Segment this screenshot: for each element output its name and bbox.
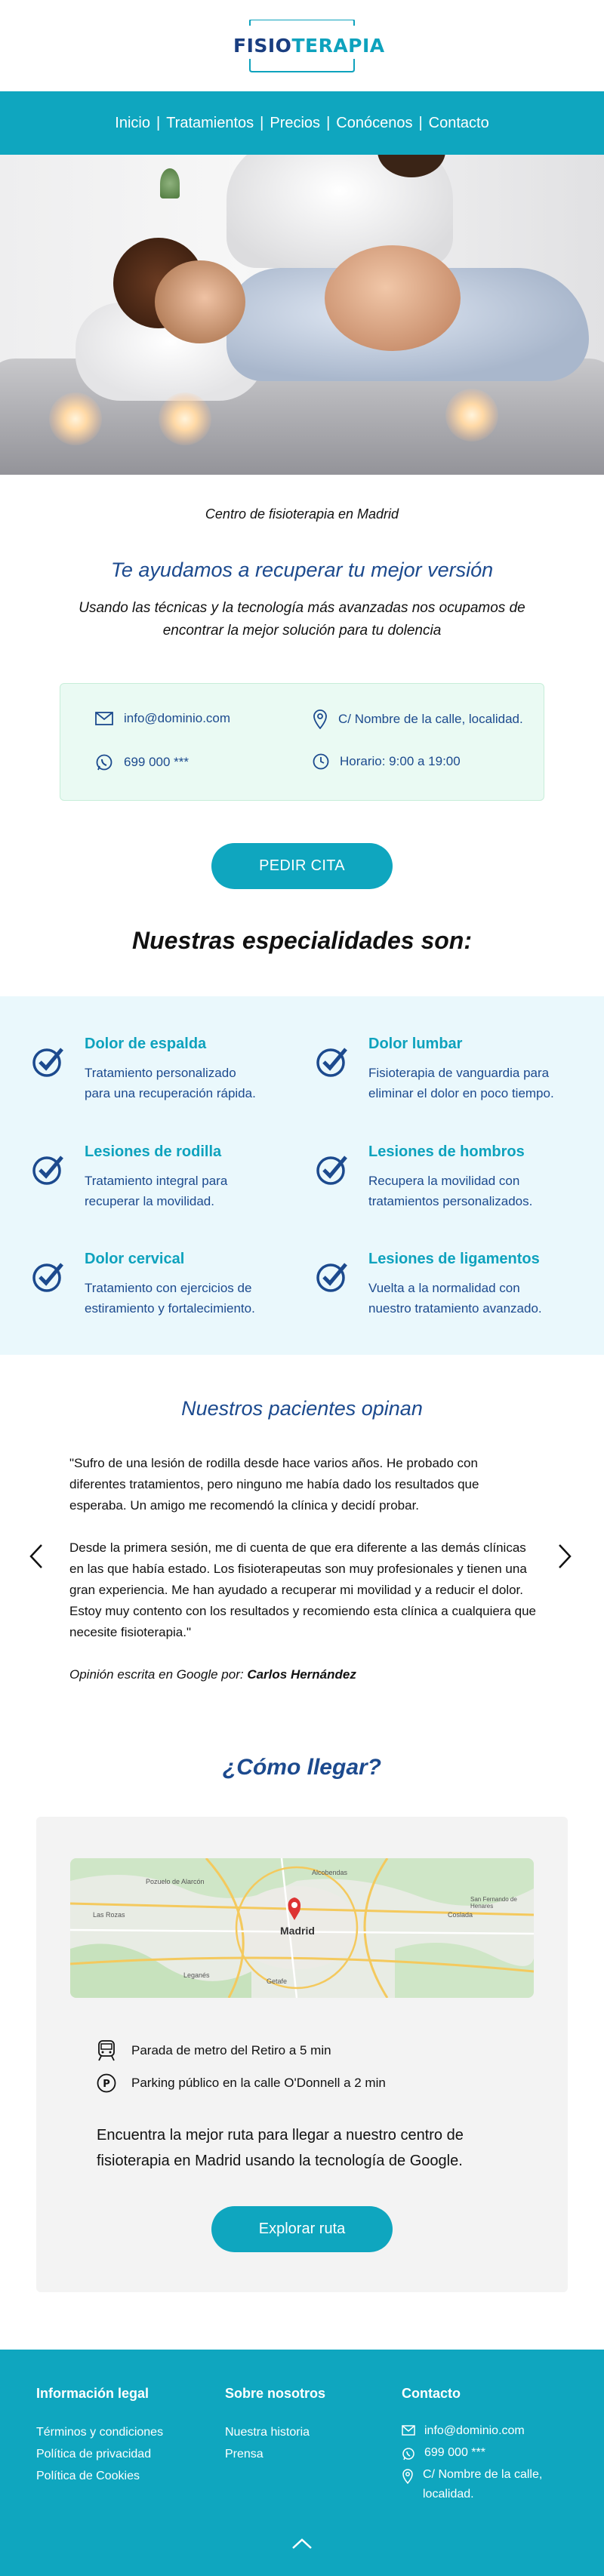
contact-email[interactable]: info@dominio.com <box>95 711 230 726</box>
footer-link-terms[interactable]: Términos y condiciones <box>36 2426 164 2439</box>
check-circle-icon <box>316 1260 349 1293</box>
specialties-section: Dolor de espalda Tratamiento personalizado para una recuperación rápida. Dolor lumbar Fisioterapia de vanguardia para eliminar el dolor en poco tiempo. Lesiones de rodilla Tratamiento integral para recuperar la movilidad. Lesiones de hombros Recupera la movilidad con tratamientos personalizados. Dolor cervical Tratamiento con ejercicios de estiramiento y fortalecimiento. Lesiones de ligamentos Vuelta a la normalidad con nuestro tratamiento avanzado. <box>0 996 604 1355</box>
plant-decoration <box>160 168 180 199</box>
mail-icon <box>95 712 113 725</box>
chevron-left-icon[interactable] <box>29 1543 44 1569</box>
testimonial-attribution: Opinión escrita en Google por: Carlos Hernández <box>69 1667 356 1682</box>
nav-conocenos[interactable]: Conócenos <box>336 114 413 131</box>
footer-contact <box>402 2386 542 2507</box>
svg-text:P: P <box>103 2079 110 2090</box>
map-label: Las Rozas <box>93 1911 125 1919</box>
check-circle-icon <box>316 1045 349 1078</box>
footer-link-cookies[interactable]: Política de Cookies <box>36 2470 140 2482</box>
location-pin-icon <box>313 709 328 729</box>
check-circle-icon <box>32 1153 65 1186</box>
map-label: San Fernando de Henares <box>470 1896 517 1910</box>
header <box>0 0 604 91</box>
testimonial-author: Carlos Hernández <box>247 1667 356 1682</box>
nav-separator: | <box>260 114 264 131</box>
intro-heading: Te ayudamos a recuperar tu mejor versión <box>110 559 494 581</box>
nav-contacto[interactable]: Contacto <box>428 114 489 131</box>
mail-icon <box>402 2425 415 2436</box>
candle <box>49 392 102 445</box>
footer-about <box>225 2386 325 2465</box>
check-circle-icon <box>316 1153 349 1186</box>
contact-hours: Horario: 9:00 a 19:00 <box>313 753 461 770</box>
candle <box>445 389 498 442</box>
whatsapp-icon <box>95 753 113 771</box>
check-circle-icon <box>32 1260 65 1293</box>
testimonial-card <box>69 1453 538 1707</box>
nav-separator: | <box>326 114 331 131</box>
metro-info: Parada de metro del Retiro a 5 min <box>97 2039 331 2062</box>
chevron-right-icon[interactable] <box>557 1543 572 1569</box>
train-icon <box>97 2039 116 2062</box>
candle <box>159 392 211 445</box>
testimonial-paragraph: Desde la primera sesión, me di cuenta de que era diferente a las demás clínicas en las que había estado. Los fisioterapeutas son muy profesionales y tienen una gran experiencia. Me han ayudado a recuperar mi movilidad y a reducir el dolor. Estoy muy contento con los resultados y recomiendo esta clínica a cualquiera que necesite fisioterapia." <box>69 1540 537 1639</box>
map-label: Alcobendas <box>312 1869 348 1876</box>
logo[interactable] <box>233 20 385 72</box>
footer-about-title: Sobre nosotros <box>225 2386 326 2401</box>
location-box <box>36 1817 568 2292</box>
nav-precios[interactable]: Precios <box>270 114 321 131</box>
logo-text: FISIOTERAPIA <box>233 34 385 57</box>
chevron-up-icon[interactable] <box>291 2537 313 2550</box>
testimonial-paragraph: "Sufro de una lesión de rodilla desde hace varios años. He probado con diferentes tratamientos, pero ninguno me había dado los resultados que esperaba. Un amigo me recomendó la clínica y decidí probar. <box>69 1456 479 1513</box>
parking-icon <box>97 2073 116 2093</box>
footer <box>0 2350 604 2576</box>
footer-address: C/ Nombre de la calle, localidad. <box>402 2465 542 2504</box>
testimonials-section <box>0 1355 604 1755</box>
route-text: Encuentra la mejor ruta para llegar a nuestro centro de fisioterapia en Madrid usando la tecnología de Google. <box>97 2127 464 2169</box>
footer-legal <box>36 2386 163 2487</box>
nav-inicio[interactable]: Inicio <box>115 114 150 131</box>
contact-address: C/ Nombre de la calle, localidad. <box>313 709 523 729</box>
footer-contact-title: Contacto <box>402 2386 461 2401</box>
footer-email[interactable]: info@dominio.com <box>402 2421 542 2441</box>
intro-text: Usando las técnicas y la tecnología más avanzadas nos ocupamos de encontrar la mejor solución para tu dolencia <box>79 600 525 639</box>
footer-link-privacy[interactable]: Política de privacidad <box>36 2448 152 2461</box>
intro-section <box>0 506 604 642</box>
whatsapp-icon <box>402 2447 415 2461</box>
map-label: Leganés <box>183 1971 210 1979</box>
footer-legal-title: Información legal <box>36 2386 149 2401</box>
location-title: ¿Cómo llegar? <box>222 1755 381 1780</box>
book-appointment-button[interactable]: PEDIR CITA <box>211 843 393 889</box>
parking-info: P Parking público en la calle O'Donnell a 2 min <box>97 2073 386 2093</box>
footer-link-history[interactable]: Nuestra historia <box>225 2426 310 2439</box>
clock-icon <box>313 753 329 770</box>
map-label: Getafe <box>267 1977 288 1985</box>
testimonials-title: Nuestros pacientes opinan <box>181 1397 423 1420</box>
map-label: Coslada <box>448 1911 473 1919</box>
map-embed[interactable] <box>70 1858 534 1998</box>
nav-separator: | <box>418 114 423 131</box>
nav-separator: | <box>156 114 161 131</box>
map-label: Pozuelo de Alarcón <box>146 1878 205 1885</box>
contact-phone[interactable]: 699 000 *** <box>95 753 189 771</box>
explore-route-button[interactable]: Explorar ruta <box>211 2206 393 2252</box>
hero-image <box>0 155 604 475</box>
map-label: Madrid <box>280 1925 315 1937</box>
check-circle-icon <box>32 1045 65 1078</box>
nav-tratamientos[interactable]: Tratamientos <box>166 114 254 131</box>
specialties-title: Nuestras especialidades son: <box>132 927 472 954</box>
location-pin-icon <box>402 2469 414 2484</box>
main-nav <box>0 91 604 155</box>
contact-info-box <box>60 683 544 801</box>
intro-subtitle: Centro de fisioterapia en Madrid <box>205 506 399 522</box>
footer-phone[interactable]: 699 000 *** <box>402 2443 542 2463</box>
footer-link-press[interactable]: Prensa <box>225 2448 263 2461</box>
